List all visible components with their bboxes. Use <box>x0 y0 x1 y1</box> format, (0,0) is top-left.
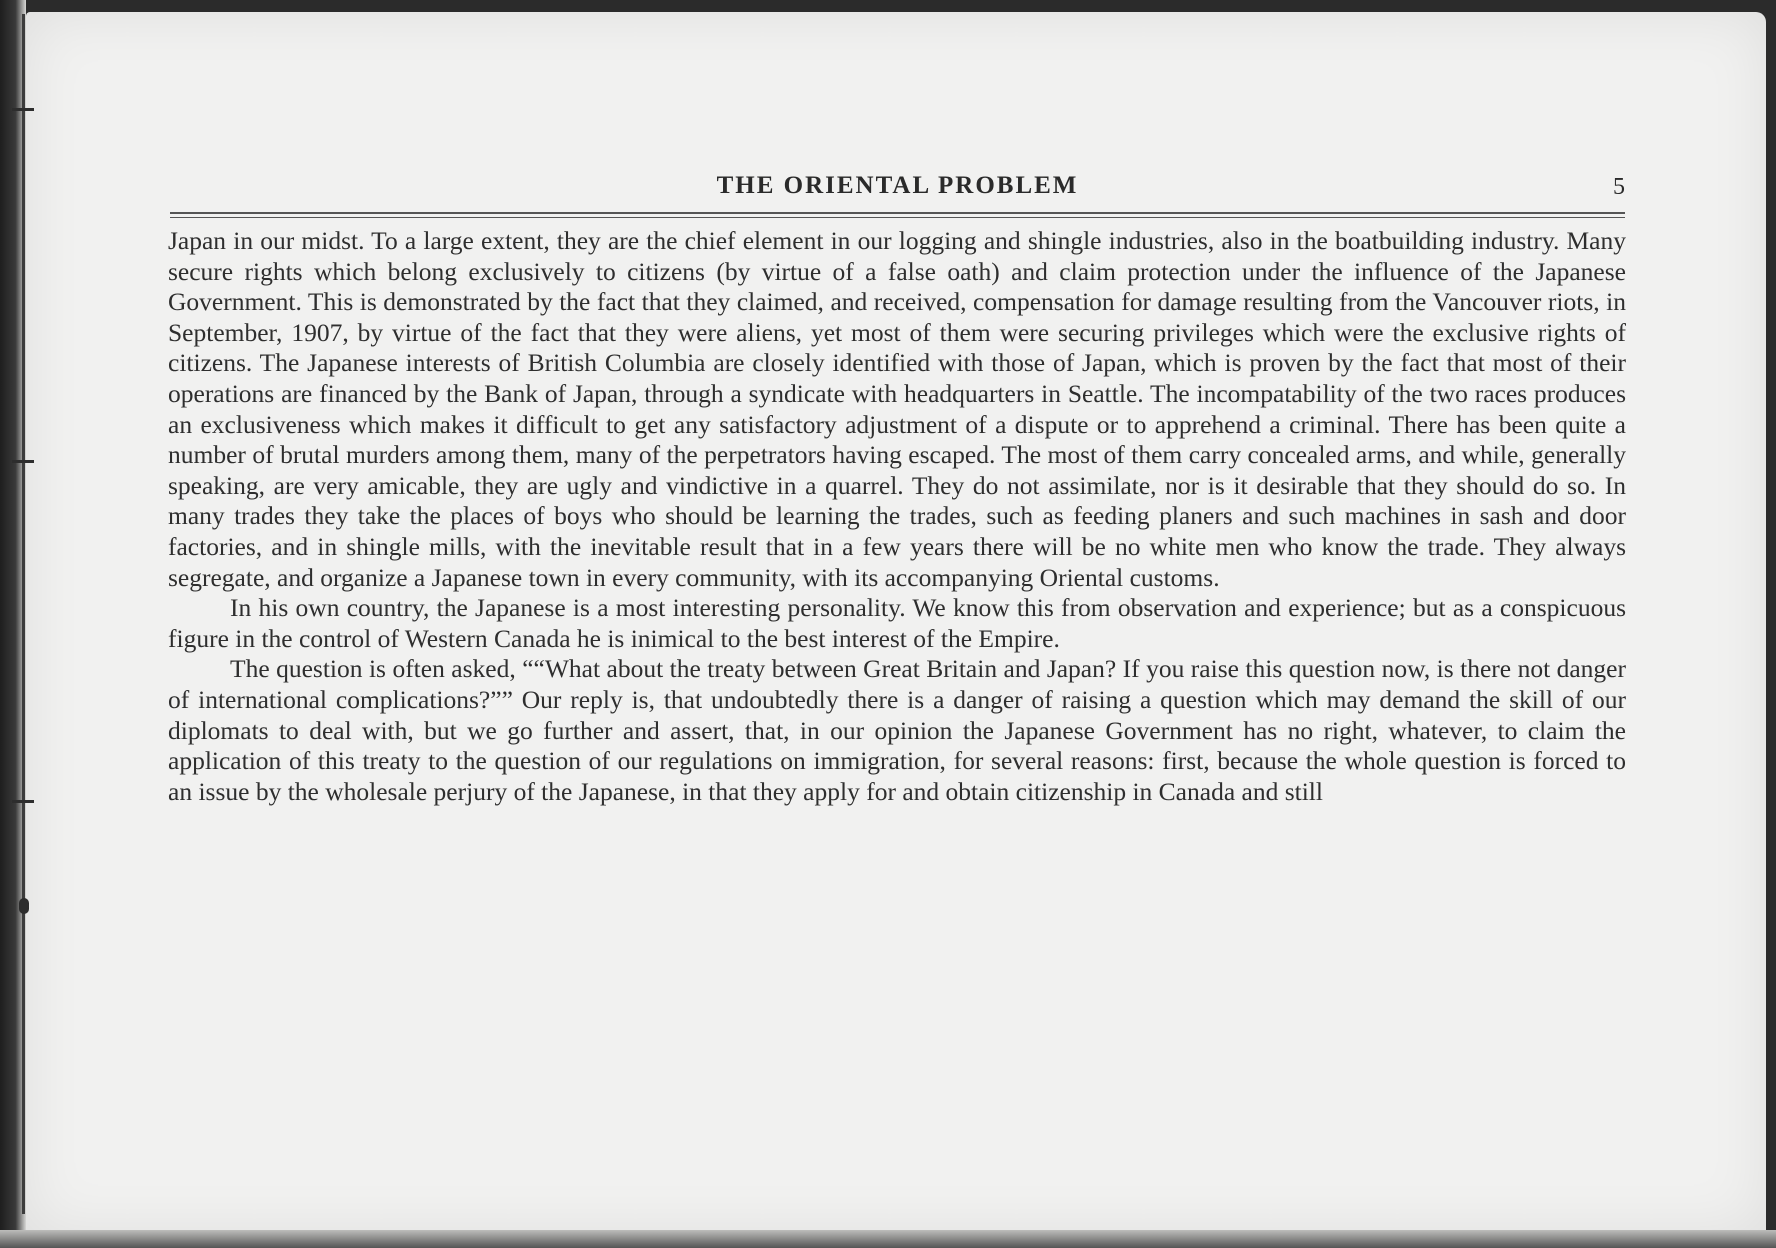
paragraph: Japan in our midst. To a large extent, they are the chief element in our logging and shingle industries, also in the boatbuilding industry. Many secure rights which belong exclusively to citizens (by virtue of a false oath) and claim protection under the influence of the Japanese Government. This is demonstrated by the fact that they claimed, and received, compensation for damage resulting from the Vancouver riots, in September, 1907, by virtue of the fact that they were aliens, yet most of them were securing privileges which were the exclusive rights of citizens. The Japanese interests of British Columbia are closely identified with those of Japan, which is proven by the fact that most of their operations are financed by the Bank of Japan, through a syndicate with headquarters in Seattle. The incompatability of the two races produces an exclusiveness which makes it difficult to get any satisfactory adjustment of a dispute or to apprehend a criminal. There has been quite a number of brutal murders among them, many of the perpetrators having escaped. The most of them carry concealed arms, and while, generally speaking, are very amicable, they are ugly and vindictive in a quarrel. They do not assimilate, nor is it desirable that they should do so. In many trades they take the places of boys who should be learning the trades, such as feeding planers and such machines in sash and door factories, and in shingle mills, with the inevitable result that in a few years there will be no white men who know the trade. They always segregate, and organize a Japanese town in every community, with its accompanying Oriental customs. <box>168 226 1626 592</box>
page-bottom-edge <box>0 1230 1776 1248</box>
running-title: THE ORIENTAL PROBLEM <box>716 172 1079 199</box>
paragraph: In his own country, the Japanese is a most interesting personality. We know this from observation and experience; but as a conspicuous figure in the control of Western Canada he is inimical to the best interest of the Empire. <box>168 593 1626 653</box>
binding-stitch-mark <box>12 460 34 463</box>
binding-hole-mark <box>19 898 29 914</box>
header-rule-thin <box>170 217 1625 218</box>
binding-stitch-mark <box>12 108 34 111</box>
binding-edge <box>22 14 25 1214</box>
header-rule <box>170 212 1625 214</box>
page-number: 5 <box>1613 174 1625 200</box>
paragraph: The question is often asked, ““What about the treaty between Great Britain and Japan? If you raise this question now, is there not danger of international complications?”” Our reply is, that undoubtedly there is a danger of raising a question which may demand the skill of our diplomats to deal with, but we go further and assert, that, in our opinion the Japanese Government has no right, whatever, to claim the application of this treaty to the question of our regulations on immigration, for several reasons: first, because the whole question is forced to an issue by the wholesale perjury of the Japanese, in that they apply for and obtain citizenship in Canada and still <box>168 654 1626 806</box>
body-text <box>168 226 1626 807</box>
page-header <box>170 172 1625 208</box>
binding-stitch-mark <box>12 800 34 803</box>
